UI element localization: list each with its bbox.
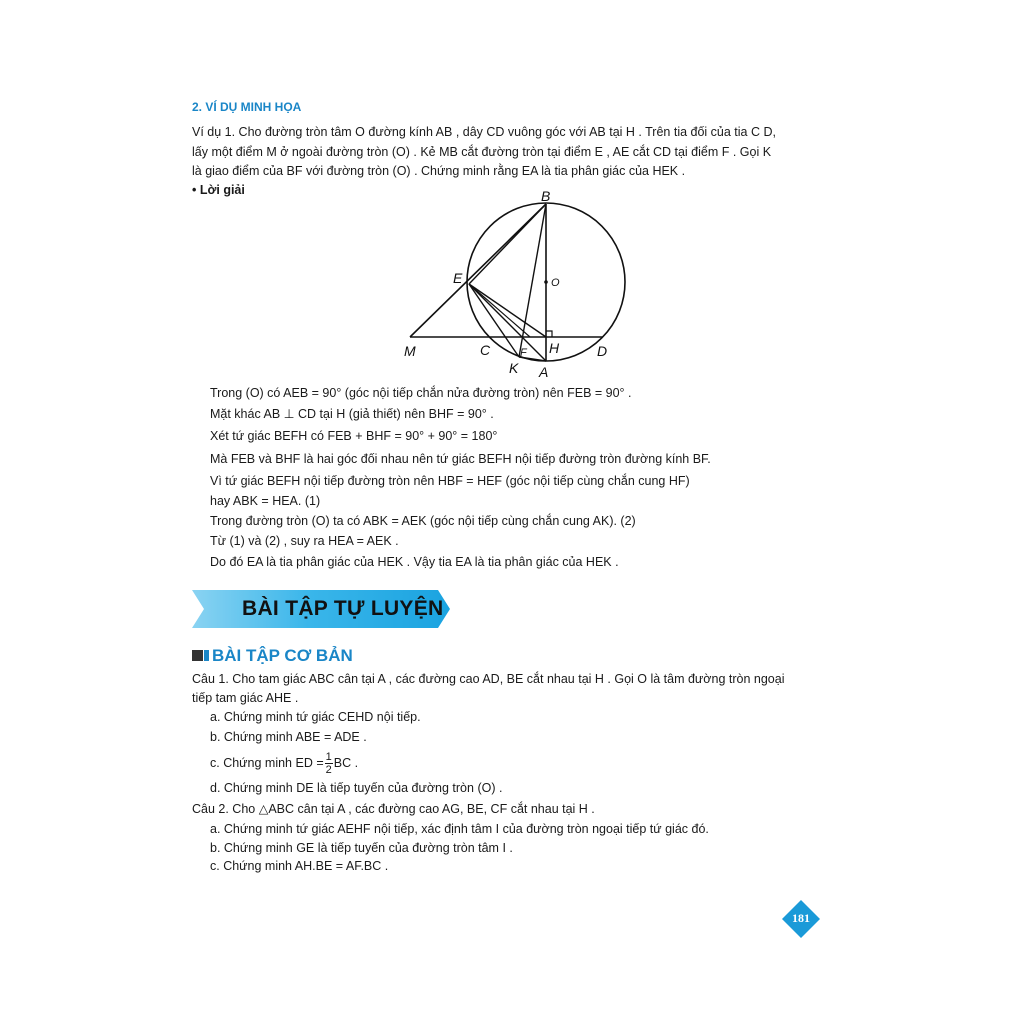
example-line-2: lấy một điểm M ở ngoài đường tròn (O) . Kẻ MB cắt đường tròn tại điểm E , AE cắt CD tại điểm F . Gọi K (192, 145, 772, 159)
solution-line-6: hay ABK = HEA. (1) (210, 494, 321, 508)
cau1-line-1: Câu 1. Cho tam giác ABC cân tại A , các đường cao AD, BE cắt nhau tại H . Gọi O là tâm đường tròn ngoại (192, 672, 785, 686)
cau1-a: a. Chứng minh tứ giác CEHD nội tiếp. (210, 710, 421, 724)
cau2-a: a. Chứng minh tứ giác AEHF nội tiếp, xác định tâm I của đường tròn ngoại tiếp tứ giác đó. (210, 822, 709, 836)
label-b: B (541, 188, 551, 204)
label-k: K (509, 360, 519, 376)
center-dot (544, 280, 548, 284)
example-line-1: Ví dụ 1. Cho đường tròn tâm O đường kính AB , dây CD vuông góc với AB tại H . Trên tia đối của tia C D, (192, 125, 776, 139)
label-f: F (520, 347, 527, 359)
banner-title: BÀI TẬP TỰ LUYỆN (242, 597, 444, 620)
cau1-line-2: tiếp tam giác AHE . (192, 691, 299, 705)
label-c: C (480, 342, 491, 358)
subsection-square-blue (204, 650, 209, 661)
solution-line-9: Do đó EA là tia phân giác của HEK . Vậy tia EA là tia phân giác của HEK . (210, 555, 619, 569)
label-a: A (539, 364, 549, 380)
page-number: 181 (792, 911, 810, 925)
fraction-numerator: 1 (325, 750, 332, 763)
fraction-half (325, 751, 333, 776)
cau2-line-1: Câu 2. Cho △ABC cân tại A , các đường cao AG, BE, CF cắt nhau tại H . (192, 802, 595, 816)
cau1-c-suffix: BC . (333, 756, 359, 770)
section-title: 2. VÍ DỤ MINH HỌA (192, 100, 302, 114)
cau1-b: b. Chứng minh ABE = ADE . (210, 730, 367, 744)
fraction-denominator: 2 (325, 763, 332, 776)
label-o: O (551, 277, 560, 289)
subsection-square-dark (192, 650, 203, 661)
solution-line-5: Vì tứ giác BEFH nội tiếp đường tròn nên HBF = HEF (góc nội tiếp cùng chắn cung HF) (210, 474, 690, 488)
solution-line-8: Từ (1) và (2) , suy ra HEA = AEK . (210, 534, 399, 548)
segment-eh (469, 284, 546, 337)
label-m: M (404, 343, 416, 359)
cau1-c-prefix: c. Chứng minh ED = (210, 756, 324, 770)
solution-line-7: Trong đường tròn (O) ta có ABK = AEK (góc nội tiếp cùng chắn cung AK). (2) (210, 514, 636, 528)
solution-line-4: Mà FEB và BHF là hai góc đối nhau nên tứ giác BEFH nội tiếp đường tròn đường kính BF. (210, 452, 711, 466)
solution-line-2: Mặt khác AB ⊥ CD tại H (giả thiết) nên BHF = 90° . (210, 407, 494, 421)
example-line-3: là giao điểm của BF với đường tròn (O) . Chứng minh rằng EA là tia phân giác của HEK . (192, 164, 686, 178)
solution-line-3: Xét tứ giác BEFH có FEB + BHF = 90° + 90° = 180° (210, 429, 498, 443)
solution-line-1: Trong (O) có AEB = 90° (góc nội tiếp chắn nửa đường tròn) nên FEB = 90° . (210, 386, 632, 400)
cau1-d: d. Chứng minh DE là tiếp tuyến của đường tròn (O) . (210, 781, 503, 795)
label-h: H (549, 340, 560, 356)
label-d: D (597, 343, 608, 359)
subsection-title: BÀI TẬP CƠ BẢN (212, 646, 353, 665)
cau2-c: c. Chứng minh AH.BE = AF.BC . (210, 859, 389, 873)
cau1-c (210, 748, 358, 778)
solution-label: • Lời giải (192, 183, 245, 197)
right-angle-mark (546, 331, 552, 337)
label-e: E (453, 270, 463, 286)
cau2-b: b. Chứng minh GE là tiếp tuyến của đường tròn tâm I . (210, 841, 513, 855)
geometry-figure (400, 186, 640, 382)
